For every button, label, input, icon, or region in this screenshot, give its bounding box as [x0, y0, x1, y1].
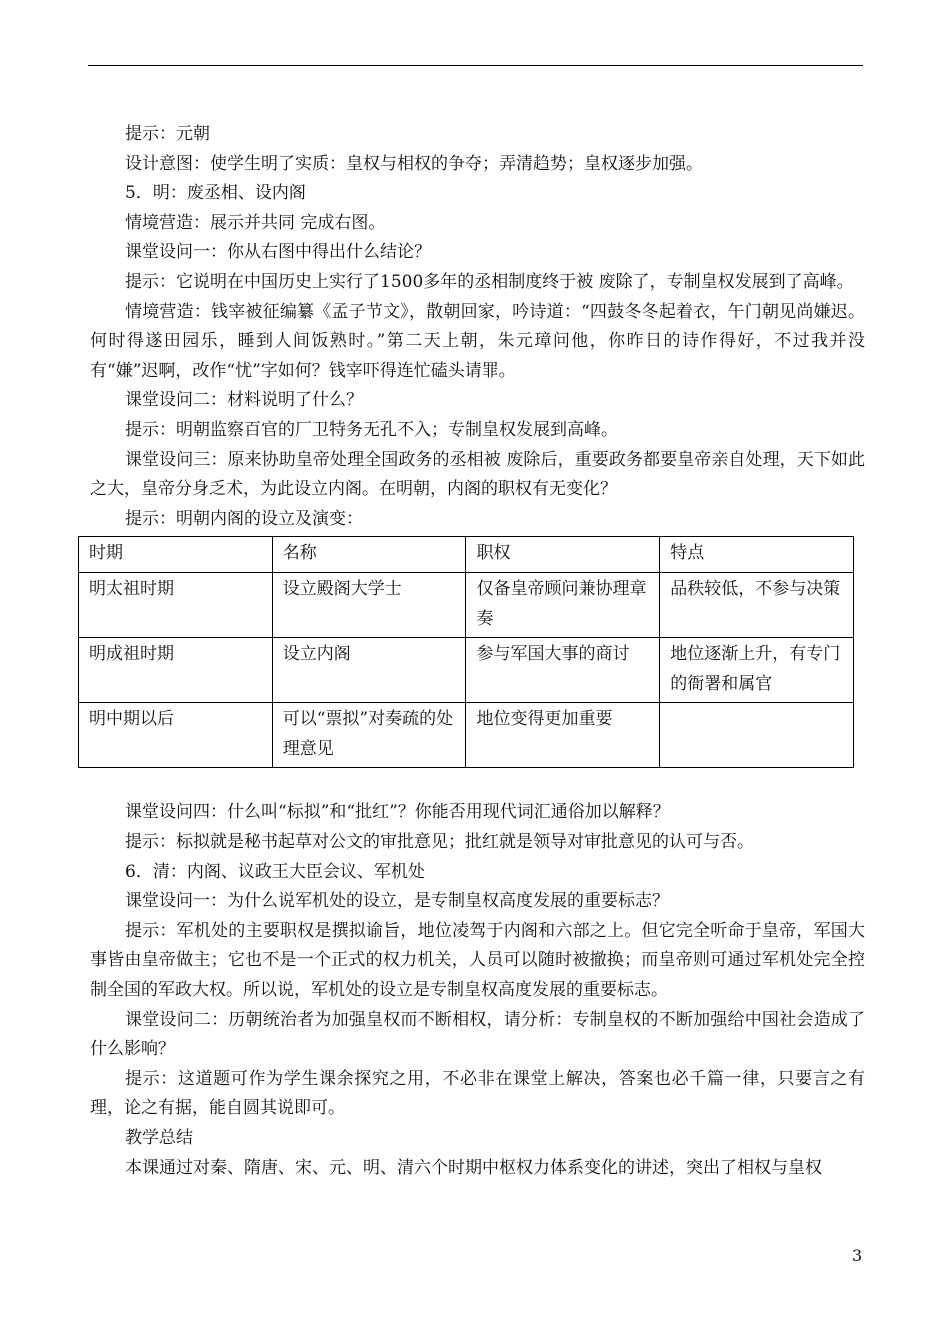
paragraph: 提示：军机处的主要职权是撰拟谕旨，地位凌驾于内阁和六部之上。但它完全听命于皇帝，军国大事皆由皇帝做主；它也不是一个正式的权力机关，人员可以随时被撤换；而皇帝则可通过军机处完全控制全国的军政大权。所以说，军机处的设立是专制皇权高度发展的重要标志。: [90, 920, 865, 1001]
paragraph: 课堂设问二：历朝统治者为加强皇权而不断相权，请分析：专制皇权的不断加强给中国社会造成了什么影响？: [90, 1009, 865, 1060]
paragraph: 提示：元朝: [125, 124, 210, 144]
paragraph: 情境营造：钱宰被征编纂《孟子节文》，散朝回家，吟诗道：“四鼓冬冬起着衣，午门朝见尚嫌迟。何时得遂田园乐，睡到人间饭熟时。”第二天上朝，朱元璋问他，你昨日的诗作得好，不过我并没有“嫌”迟啊，改作“忧”字如何？钱宰吓得连忙磕头请罪。: [90, 301, 865, 381]
paragraph: 提示：明朝监察百官的厂卫特务无孔不入；专制皇权发展到高峰。: [125, 419, 618, 440]
paragraph: 提示：这道题可作为学生课余探究之用，不必非在课堂上解决，答案也必千篇一律，只要言之有理，论之有据，能自圆其说即可。: [90, 1068, 865, 1119]
paragraph: 课堂设问四：什么叫“标拟”和“批红”？你能否用现代词汇通俗加以解释？: [125, 802, 670, 823]
table-cell: 明太祖时期: [79, 572, 273, 637]
section-heading: 6．清：内阁、议政王大臣会议、军机处: [125, 861, 425, 882]
table-cell: 明成祖时期: [79, 638, 273, 703]
paragraph: 设计意图：使学生明了实质：皇权与相权的争夺；弄清趋势；皇权逐步加强。: [125, 153, 703, 174]
table-row: [79, 703, 854, 768]
paragraphs-bottom: [90, 798, 865, 1183]
table-header-row: [79, 537, 854, 573]
paragraph: 课堂设问一：为什么说军机处的设立，是专制皇权高度发展的重要标志？: [125, 891, 669, 912]
paragraph: 提示：它说明在中国历史上实行了1500多年的丞相制度终于被 废除了，专制皇权发展到了高峰。: [125, 271, 854, 292]
table-header-cell: 职权: [466, 537, 660, 573]
table-cell: 品秩较低，不参与决策: [660, 572, 854, 637]
table-cell: 明中期以后: [79, 703, 273, 768]
header-rule: [88, 65, 863, 66]
page-number: 3: [852, 1246, 863, 1265]
paragraph: 课堂设问二：材料说明了什么？: [125, 390, 363, 411]
table-header-cell: 特点: [660, 537, 854, 573]
table-cell: 设立殿阁大学士: [272, 572, 466, 637]
table-cell: 可以“票拟”对奏疏的处理意见: [272, 703, 466, 768]
table-cell: 仅备皇帝顾问兼协理章奏: [466, 572, 660, 637]
document-body: [90, 120, 865, 1183]
table-row: [79, 638, 854, 703]
paragraph: 课堂设问一：你从右图中得出什么结论？: [125, 242, 431, 263]
paragraph: 提示：标拟就是秘书起草对公文的审批意见；批红就是领导对审批意见的认可与否。: [125, 832, 754, 853]
paragraphs-top: [90, 120, 865, 534]
cabinet-table: [78, 536, 854, 768]
table-cell: 设立内阁: [272, 638, 466, 703]
table-cell: [660, 703, 854, 768]
paragraph: 本课通过对秦、隋唐、宋、元、明、清六个时期中枢权力体系变化的讲述，突出了相权与皇权: [125, 1157, 822, 1178]
table-header-cell: 名称: [272, 537, 466, 573]
table-cell: 地位变得更加重要: [466, 703, 660, 768]
paragraph: 课堂设问三：原来协助皇帝处理全国政务的丞相被 废除后，重要政务都要皇帝亲自处理，天下如此之大，皇帝分身乏术，为此设立内阁。在明朝，内阁的职权有无变化？: [90, 449, 865, 500]
section-heading: 教学总结: [125, 1128, 193, 1148]
table-cell: 参与军国大事的商讨: [466, 638, 660, 703]
section-heading: 5．明：废丞相、设内阁: [125, 183, 306, 204]
paragraph: 提示：明朝内阁的设立及演变：: [125, 508, 363, 529]
table-cell: 地位逐渐上升，有专门的衙署和属官: [660, 638, 854, 703]
table-row: [79, 572, 854, 637]
paragraph: 情境营造：展示并共同 完成右图。: [125, 212, 386, 233]
table-header-cell: 时期: [79, 537, 273, 573]
